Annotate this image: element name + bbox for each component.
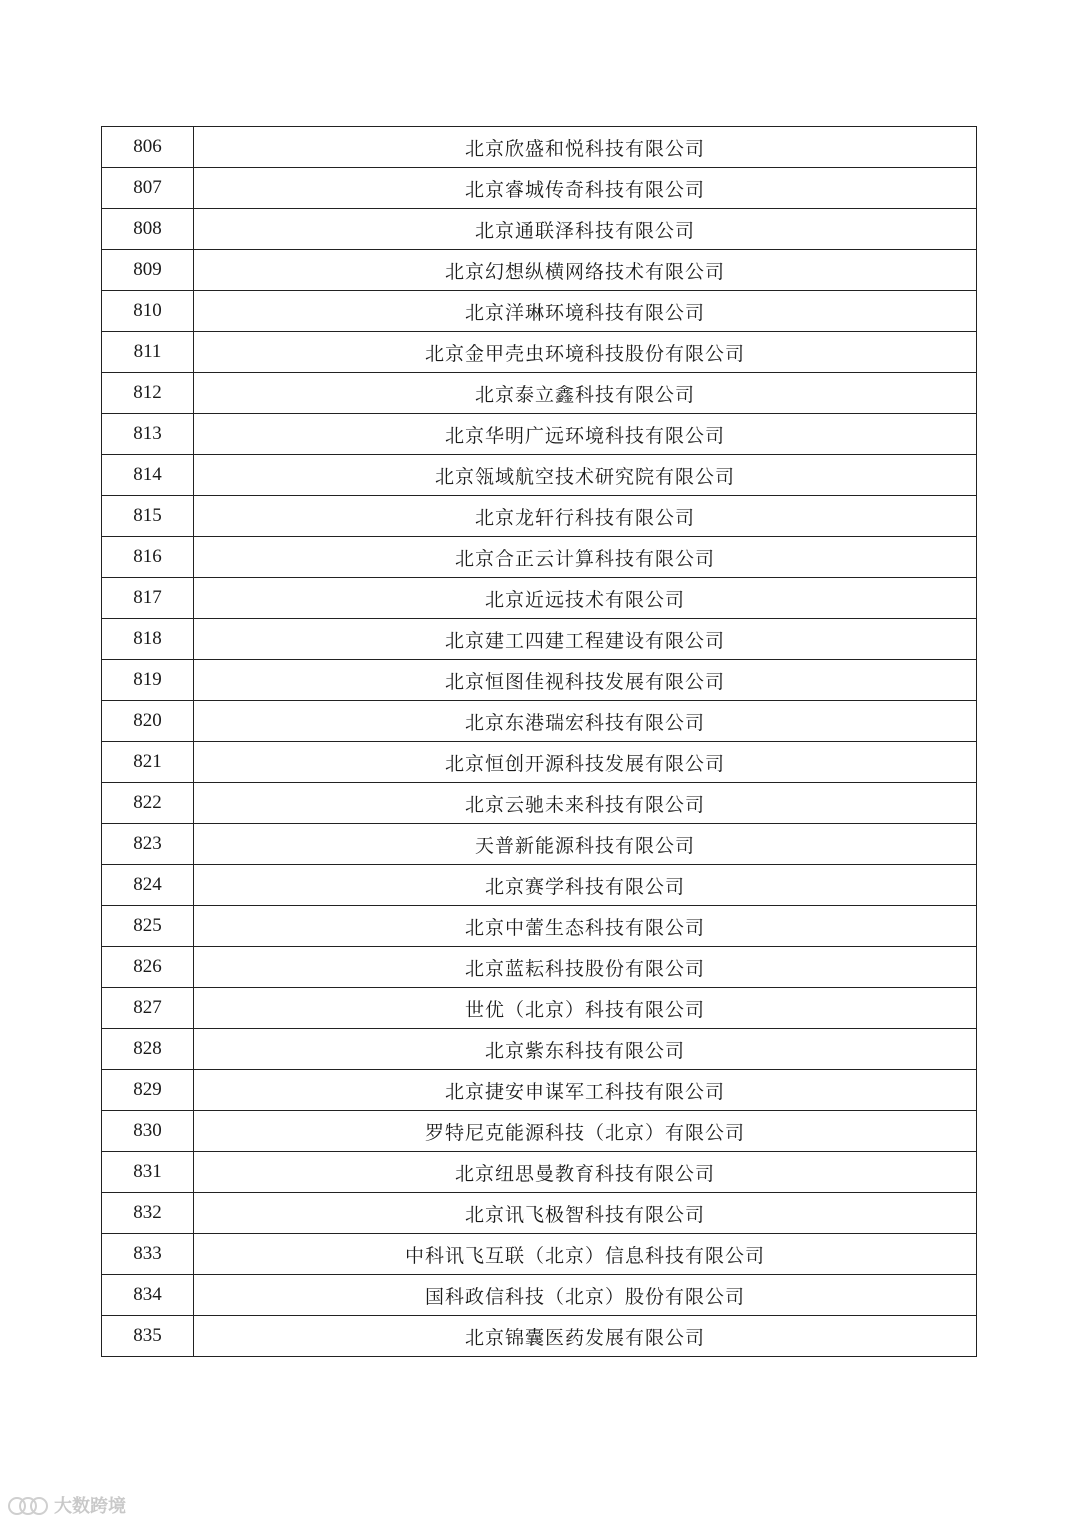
row-number: 835	[102, 1316, 194, 1357]
table-row	[102, 1316, 977, 1357]
table-row	[102, 1234, 977, 1275]
row-number: 827	[102, 988, 194, 1029]
row-number: 811	[102, 332, 194, 373]
company-name: 北京捷安申谋军工科技有限公司	[194, 1070, 977, 1111]
company-name: 世优（北京）科技有限公司	[194, 988, 977, 1029]
table-row	[102, 906, 977, 947]
table-row	[102, 332, 977, 373]
table-row	[102, 250, 977, 291]
company-name: 北京锦囊医药发展有限公司	[194, 1316, 977, 1357]
company-name: 北京云驰未来科技有限公司	[194, 783, 977, 824]
company-name: 北京赛学科技有限公司	[194, 865, 977, 906]
table-row	[102, 1070, 977, 1111]
row-number: 806	[102, 127, 194, 168]
table-row	[102, 783, 977, 824]
company-name: 国科政信科技（北京）股份有限公司	[194, 1275, 977, 1316]
company-name: 北京建工四建工程建设有限公司	[194, 619, 977, 660]
row-number: 813	[102, 414, 194, 455]
company-name: 北京恒创开源科技发展有限公司	[194, 742, 977, 783]
company-name: 北京中蕾生态科技有限公司	[194, 906, 977, 947]
company-name: 北京蓝耘科技股份有限公司	[194, 947, 977, 988]
company-name: 北京睿城传奇科技有限公司	[194, 168, 977, 209]
table-row	[102, 619, 977, 660]
watermark	[8, 1492, 126, 1518]
table-row	[102, 947, 977, 988]
company-name: 北京龙轩行科技有限公司	[194, 496, 977, 537]
company-name: 北京瓴域航空技术研究院有限公司	[194, 455, 977, 496]
company-name: 北京幻想纵横网络技术有限公司	[194, 250, 977, 291]
row-number: 822	[102, 783, 194, 824]
table-row	[102, 988, 977, 1029]
company-name: 北京恒图佳视科技发展有限公司	[194, 660, 977, 701]
row-number: 810	[102, 291, 194, 332]
table-row	[102, 1193, 977, 1234]
table-row	[102, 1111, 977, 1152]
table-row	[102, 701, 977, 742]
company-name: 北京金甲壳虫环境科技股份有限公司	[194, 332, 977, 373]
table-row	[102, 537, 977, 578]
company-name: 中科讯飞互联（北京）信息科技有限公司	[194, 1234, 977, 1275]
table-row	[102, 824, 977, 865]
company-name: 北京合正云计算科技有限公司	[194, 537, 977, 578]
company-name: 罗特尼克能源科技（北京）有限公司	[194, 1111, 977, 1152]
row-number: 815	[102, 496, 194, 537]
company-name: 北京近远技术有限公司	[194, 578, 977, 619]
company-table-body	[102, 127, 977, 1357]
table-row	[102, 291, 977, 332]
table-row	[102, 209, 977, 250]
row-number: 830	[102, 1111, 194, 1152]
table-row	[102, 1152, 977, 1193]
table-row	[102, 168, 977, 209]
table-row	[102, 578, 977, 619]
row-number: 834	[102, 1275, 194, 1316]
company-name: 北京纽思曼教育科技有限公司	[194, 1152, 977, 1193]
table-row	[102, 1029, 977, 1070]
company-name: 北京讯飞极智科技有限公司	[194, 1193, 977, 1234]
company-list-table	[101, 126, 977, 1357]
row-number: 819	[102, 660, 194, 701]
company-name: 北京泰立鑫科技有限公司	[194, 373, 977, 414]
table-row	[102, 455, 977, 496]
table-row	[102, 414, 977, 455]
table-row	[102, 1275, 977, 1316]
row-number: 825	[102, 906, 194, 947]
row-number: 824	[102, 865, 194, 906]
row-number: 828	[102, 1029, 194, 1070]
table-row	[102, 742, 977, 783]
row-number: 814	[102, 455, 194, 496]
company-name: 北京洋琳环境科技有限公司	[194, 291, 977, 332]
company-name: 北京欣盛和悦科技有限公司	[194, 127, 977, 168]
company-name: 北京紫东科技有限公司	[194, 1029, 977, 1070]
row-number: 807	[102, 168, 194, 209]
row-number: 818	[102, 619, 194, 660]
company-name: 北京华明广远环境科技有限公司	[194, 414, 977, 455]
company-name: 天普新能源科技有限公司	[194, 824, 977, 865]
table-row	[102, 127, 977, 168]
row-number: 812	[102, 373, 194, 414]
row-number: 821	[102, 742, 194, 783]
row-number: 820	[102, 701, 194, 742]
row-number: 831	[102, 1152, 194, 1193]
row-number: 826	[102, 947, 194, 988]
row-number: 809	[102, 250, 194, 291]
row-number: 808	[102, 209, 194, 250]
row-number: 833	[102, 1234, 194, 1275]
company-name: 北京通联泽科技有限公司	[194, 209, 977, 250]
row-number: 816	[102, 537, 194, 578]
triple-ring-logo-icon	[8, 1494, 48, 1516]
table-row	[102, 373, 977, 414]
row-number: 829	[102, 1070, 194, 1111]
company-name: 北京东港瑞宏科技有限公司	[194, 701, 977, 742]
table-row	[102, 865, 977, 906]
row-number: 823	[102, 824, 194, 865]
row-number: 832	[102, 1193, 194, 1234]
watermark-text: 大数跨境	[54, 1496, 126, 1517]
table-row	[102, 496, 977, 537]
table-row	[102, 660, 977, 701]
row-number: 817	[102, 578, 194, 619]
